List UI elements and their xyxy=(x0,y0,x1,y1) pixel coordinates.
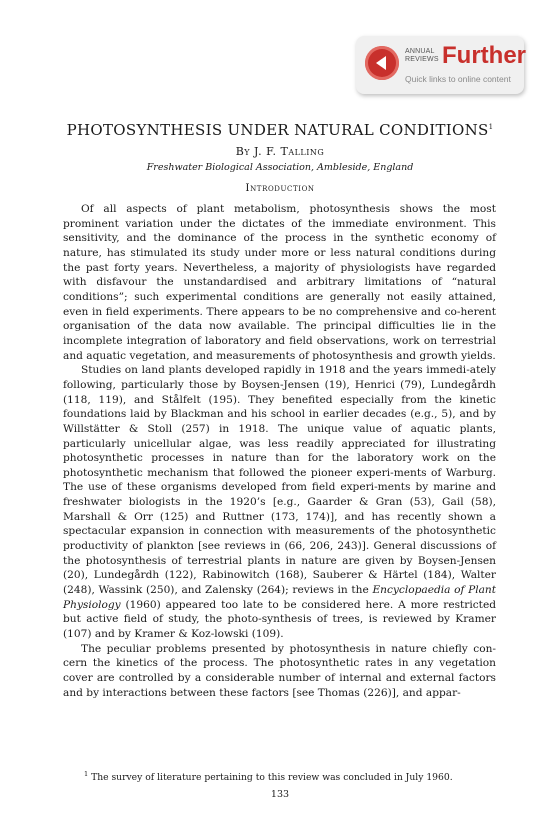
banner-subtitle: Quick links to online content xyxy=(405,74,511,84)
page-number: 133 xyxy=(270,789,290,800)
article-body xyxy=(63,202,496,700)
paragraph-2-italic: Encyclopaedia of Plant Physiology xyxy=(63,584,496,611)
annual-reviews-brand xyxy=(405,48,445,63)
arrow-left-icon[interactable] xyxy=(365,46,399,80)
footnote xyxy=(84,770,514,783)
paragraph-2-tail: (1960) appeared too late to be considered here. A more restricted but active field of study, the photo-synthesis of trees, is reviewed by Kramer (107) and by Kramer & Koz-lowski (109). xyxy=(63,598,496,641)
arrow-left-glyph xyxy=(373,54,391,72)
title-footnote-marker: 1 xyxy=(488,123,494,131)
paragraph-2 xyxy=(63,363,496,641)
paragraph-3: The peculiar problems presented by photosynthesis in nature chiefly con-cern the kinetics of the process. The photosynthetic rates in any vegetation cover are controlled by a considerable number of internal and external factors and by interactions between these factors [see Thomas (226)], and appar- xyxy=(63,642,496,699)
affiliation: Freshwater Biological Association, Ambleside, England xyxy=(146,162,414,173)
article-title xyxy=(0,121,560,139)
article-title-text: PHOTOSYNTHESIS UNDER NATURAL CONDITIONS xyxy=(66,121,489,139)
footnote-text: The survey of literature pertaining to this review was concluded in July 1960. xyxy=(91,772,453,784)
further-banner[interactable] xyxy=(356,36,524,94)
section-heading: Introduction xyxy=(245,182,315,194)
footnote-marker: 1 xyxy=(84,770,89,778)
paragraph-2-text: Studies on land plants developed rapidly in 1918 and the years immedi-ately following, particularly those by Boysen-Jensen (19), Henrici (79), Lundegårdh (118, 119), and Stålfelt (195). They benefited especially from the kinetic foundations laid by Blackman and his school in earlier decades (e.g., 5), and by Willstätter & Stoll (257) in 1918. The unique value of aquatic plants, particularly unicellular algae, was less readily appreciated for illustrating photosynthetic processes in nature than for the laboratory work on the photosynthetic mechanism that followed the pioneer experi-ments of Warburg. The use of these organisms developed from field experi-ments by marine and freshwater biologists in the 1920’s [e.g., Gaarder & Gran (53), Gail (58), Marshall & Orr (125) and Ruttner (173, 174)], and has recently shown a spectacular expansion in connection with measurements of the photosynthetic productivity of plankton [see reviews in (66, 206, 243)]. General discussions of the photosynthesis of terrestrial plants in nature are given by Boysen-Jensen (20), Lundegårdh (122), Rabinowitch (168), Sauberer & Härtel (184), Walter (248), Wassink (250), and Zalensky (264); reviews in the xyxy=(63,364,496,597)
author-line: By J. F. Talling xyxy=(235,145,325,158)
brand-line-2: REVIEWS xyxy=(405,55,439,63)
paragraph-1: Of all aspects of plant metabolism, photosynthesis shows the most prominent variation under the dictates of the immediate environment. This sensitivity, and the dominance of the process in the synthetic economy of nature, has stimulated its study under more or less natural conditions during the past forty years. Nevertheless, a majority of physiologists have regarded with disfavour the unstandardised and arbitrary limitations of “natural conditions”; such experimental conditions are generally not easily attained, even in field experiments. There appears to be no comprehensive and co-herent organisation of the data now available. The principal difficulties lie in the incomplete integration of laboratory and field observations, work on terrestrial and aquatic vegetation, and measurements of photosynthesis and growth yields. xyxy=(63,203,496,362)
brand-line-1: ANNUAL xyxy=(405,48,435,55)
banner-title: Further xyxy=(442,42,526,69)
